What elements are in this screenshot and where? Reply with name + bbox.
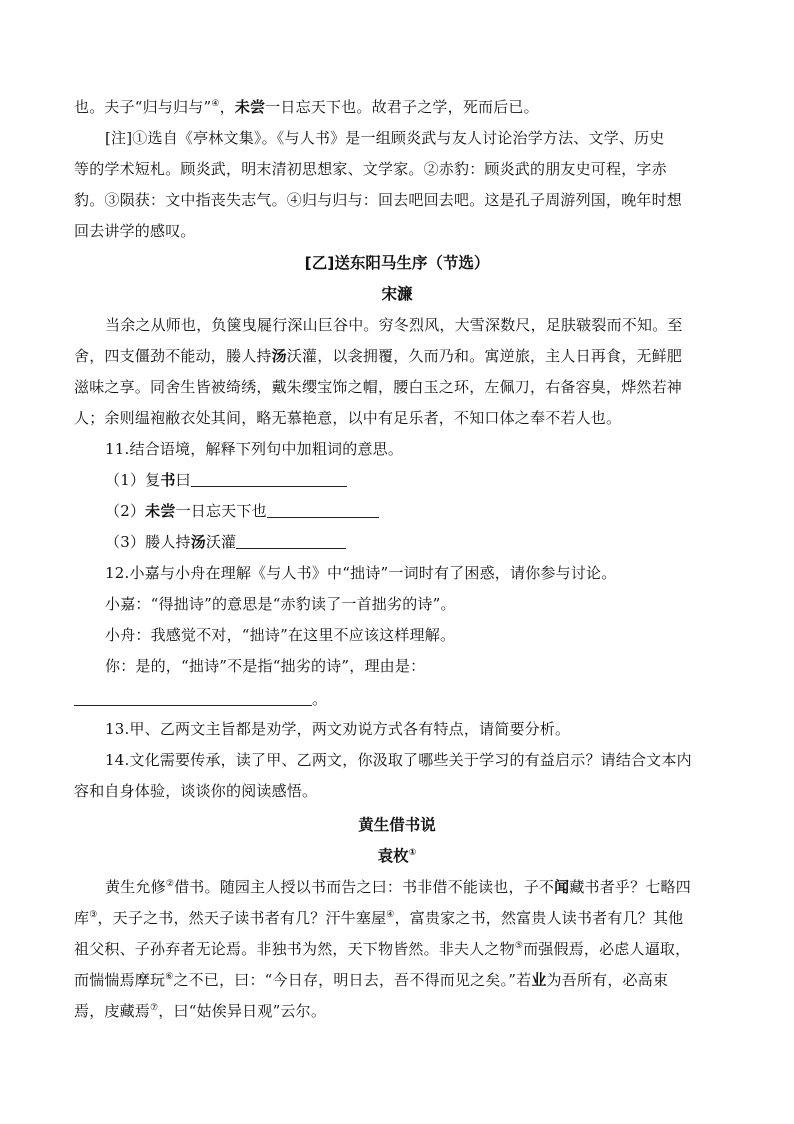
question-12-xiaozhou: 小舟：我感觉不对，“拙诗”在这里不应该这样理解。 (105, 626, 456, 644)
question-11-item-1: （1）复书曰 (105, 469, 347, 491)
huang-paragraph-line: 祖父积、子孙弃者无论焉。非独书为然，天下物皆然。非夫人之物⑤而强假焉，必虑人逼取， (74, 940, 691, 958)
yi-paragraph-line: 人；余则缊袍敝衣处其间，略无慕艳意，以中有足乐者，不知口体之奉不若人也。 (74, 409, 622, 427)
answer-blank[interactable] (267, 502, 379, 518)
question-12-answer-line: 。 (74, 688, 327, 710)
yi-paragraph-line: 当余之从师也，负箧曳屣行深山巨谷中。穷冬烈风，大雪深数尺，足肤皲裂而不知。至 (105, 316, 683, 334)
answer-blank[interactable] (74, 690, 312, 706)
answer-blank[interactable] (191, 471, 347, 487)
note-line: 豹。③陨获：文中指丧失志气。④归与归与：回去吧回去吧。这是孔子周游列国，晚年时想 (74, 191, 683, 209)
question-11: 11.结合语境，解释下列句中加粗词的意思。 (105, 440, 404, 458)
question-12-xiaojia: 小嘉：“得拙诗”的意思是“赤豹读了一首拙劣的诗”。 (105, 595, 456, 613)
jia-text-ending: 也。夫子“归与归与”④，未尝一日忘天下也。故君子之学，死而后已。 (74, 98, 539, 116)
question-11-item-3: （3）媵人持汤沃灌 (105, 531, 346, 553)
huang-paragraph-line: 黄生允修②借书。随园主人授以书而告之曰：书非借不能读也，子不闻藏书者乎？七略四 (105, 878, 691, 896)
answer-blank[interactable] (236, 533, 346, 549)
question-14: 14.文化需要传承，读了甲、乙两文，你汲取了哪些关于学习的有益启示？请结合文本内 (105, 751, 692, 769)
huang-title: 黄生借书说 (358, 816, 436, 834)
question-12-you: 你：是的，“拙诗”不是指“拙劣的诗”，理由是： (105, 657, 426, 675)
note-line: 回去讲学的感叹。 (74, 222, 196, 240)
question-14-continued: 容和自身体验，谈谈你的阅读感悟。 (74, 782, 318, 800)
huang-author: 袁枚① (377, 847, 417, 865)
note-line: 等的学术短札。顾炎武，明末清初思想家、文学家。②赤豹：顾炎武的朋友史可程，字赤 (74, 160, 667, 178)
yi-title: [乙]送东阳马生序（节选） (304, 254, 490, 272)
question-11-item-2: （2）未尝一日忘天下也 (105, 500, 379, 522)
note-line: [注]①选自《亭林文集》。《与人书》是一组顾炎武与友人讨论治学方法、文学、历史 (105, 129, 665, 147)
huang-paragraph-line: 而惴惴焉摩玩⑥之不已，曰：“今日存，明日去，吾不得而见之矣。”若业为吾所有，必高束 (74, 971, 669, 989)
yi-author: 宋濂 (381, 285, 413, 303)
huang-paragraph-line: 库③，天子之书，然天子读书者有几？汗牛塞屋④，富贵家之书，然富贵人读书者有几？其他 (74, 909, 684, 927)
question-12: 12.小嘉与小舟在理解《与人书》中“拙诗”一词时有了困惑，请你参与讨论。 (105, 564, 617, 582)
huang-paragraph-line: 焉，庋藏焉⑦，曰“姑俟异日观”云尔。 (74, 1002, 327, 1020)
question-13: 13.甲、乙两文主旨都是劝学，两文劝说方式各有特点，请简要分析。 (105, 720, 571, 738)
yi-paragraph-line: 舍，四支僵劲不能动，媵人持汤沃灌，以衾拥覆，久而乃和。寓逆旅，主人日再食，无鲜肥 (74, 347, 683, 365)
yi-paragraph-line: 滋味之享。同舍生皆被绮绣，戴朱缨宝饰之帽，腰白玉之环，左佩刀，右备容臭，烨然若神 (74, 378, 683, 396)
